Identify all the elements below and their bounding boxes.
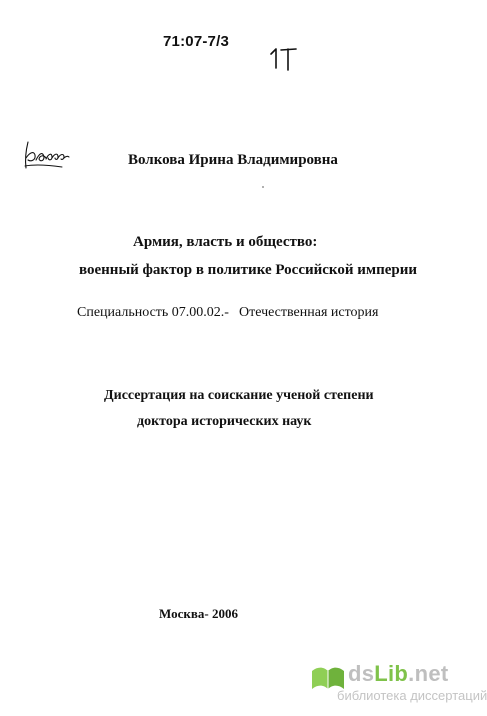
signature xyxy=(22,138,72,174)
specialty xyxy=(77,305,378,321)
specialty-value: Отечественная история xyxy=(238,305,379,320)
watermark-name-lib: Lib xyxy=(374,661,409,686)
watermark-subtitle: библиотека диссертаций xyxy=(337,688,487,703)
title-line-1: Армия, власть и общество: xyxy=(133,234,318,250)
watermark xyxy=(310,661,487,711)
watermark-name-prefix: ds xyxy=(348,661,375,686)
title-line-2: военный фактор в политике Российской империи xyxy=(79,262,418,278)
specialty-label: Специальность 07.00.02.- xyxy=(77,305,229,320)
dissertation-line-2: доктора исторических наук xyxy=(137,414,312,429)
watermark-book-icon xyxy=(310,663,346,691)
author-name: Волкова Ирина Владимировна xyxy=(128,152,338,168)
handwritten-note xyxy=(268,44,298,72)
dissertation-line-1: Диссертация на соискание ученой степени xyxy=(104,388,374,403)
watermark-name-suffix: .net xyxy=(408,661,449,686)
watermark-name xyxy=(348,661,448,687)
catalog-code: 71:07-7/3 xyxy=(163,33,230,50)
city-year: Москва- 2006 xyxy=(159,606,238,621)
scan-speck xyxy=(262,186,264,188)
